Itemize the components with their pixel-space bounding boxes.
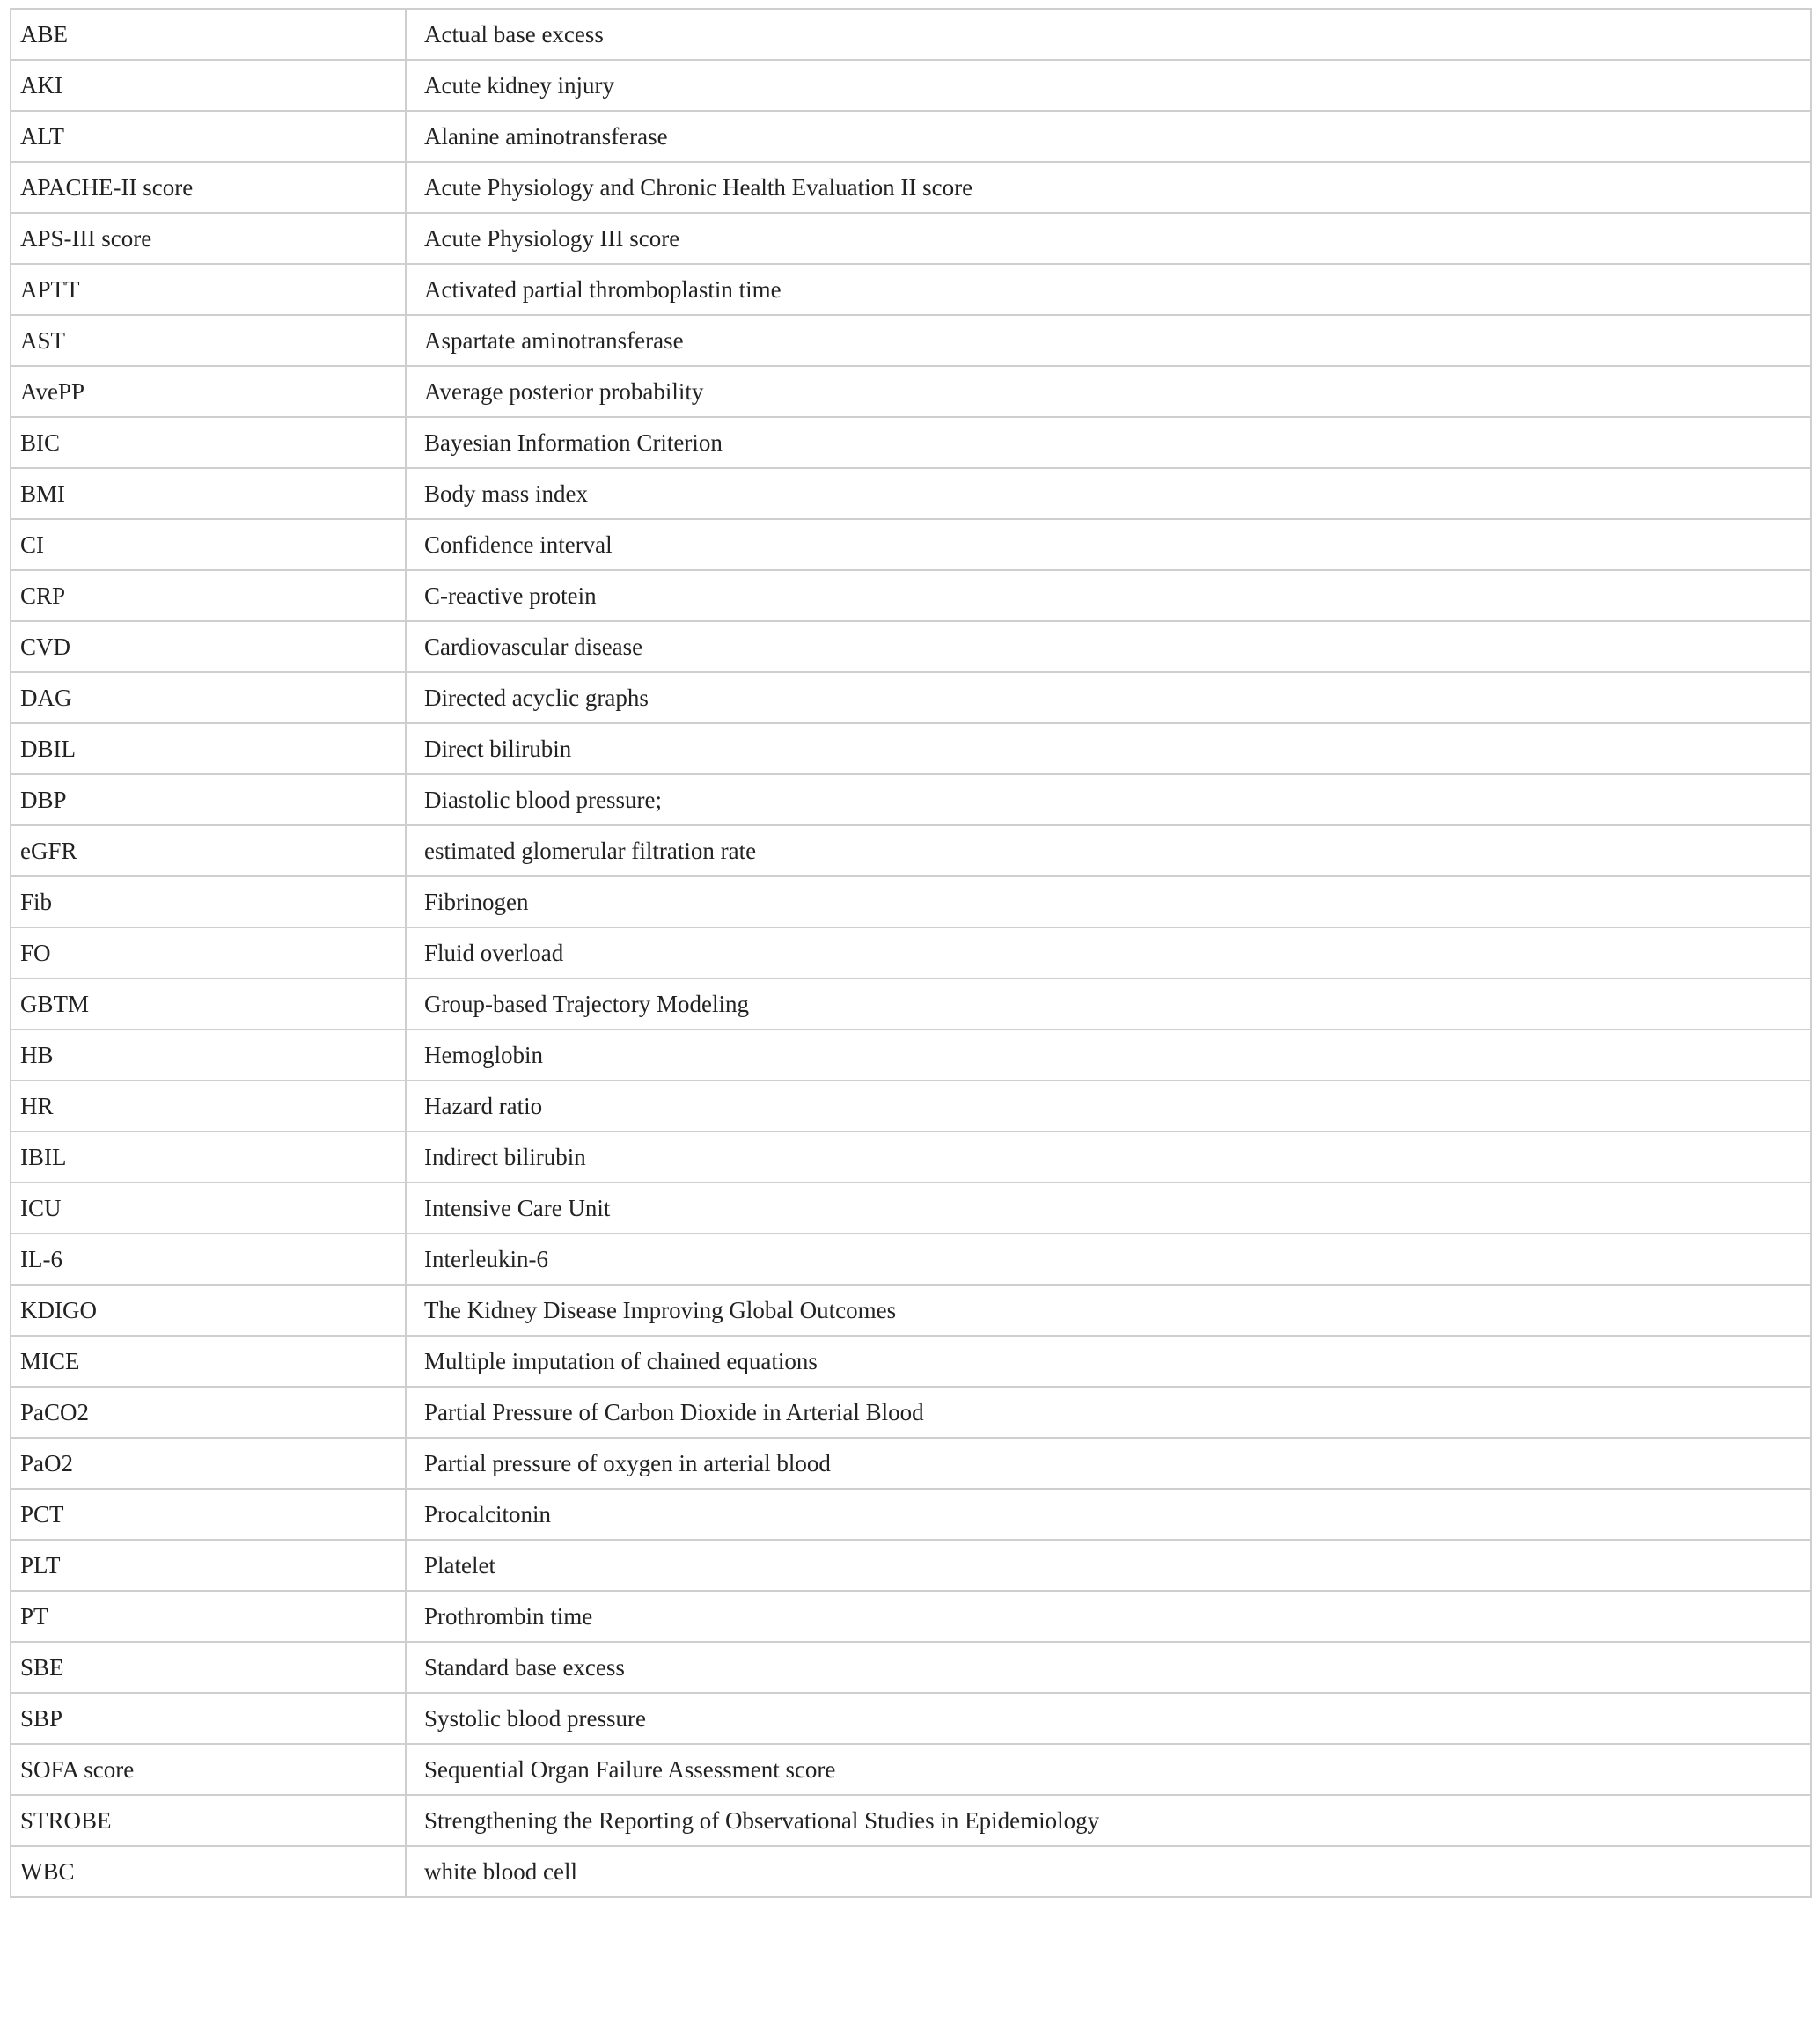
abbreviation-cell: PCT [11, 1489, 406, 1540]
definition-cell: Average posterior probability [406, 366, 1811, 417]
table-row [11, 1132, 1811, 1183]
definition-cell: Interleukin-6 [406, 1234, 1811, 1285]
abbreviation-cell: KDIGO [11, 1285, 406, 1336]
definition-cell: Platelet [406, 1540, 1811, 1591]
definition-cell: Directed acyclic graphs [406, 672, 1811, 723]
abbreviation-cell: PaCO2 [11, 1387, 406, 1438]
table-row [11, 213, 1811, 264]
table-row [11, 876, 1811, 927]
abbreviation-cell: ABE [11, 9, 406, 60]
table-row [11, 978, 1811, 1029]
table-row [11, 774, 1811, 825]
abbreviation-cell: FO [11, 927, 406, 978]
table-row [11, 468, 1811, 519]
table-row [11, 111, 1811, 162]
definition-cell: Partial Pressure of Carbon Dioxide in Arterial Blood [406, 1387, 1811, 1438]
abbreviation-cell: APS-III score [11, 213, 406, 264]
abbreviation-cell: IBIL [11, 1132, 406, 1183]
definition-cell: Group-based Trajectory Modeling [406, 978, 1811, 1029]
definition-cell: Intensive Care Unit [406, 1183, 1811, 1234]
definition-cell: Diastolic blood pressure; [406, 774, 1811, 825]
table-row [11, 519, 1811, 570]
abbreviation-cell: STROBE [11, 1795, 406, 1846]
definition-cell: Strengthening the Reporting of Observational Studies in Epidemiology [406, 1795, 1811, 1846]
table-row [11, 1591, 1811, 1642]
table-row [11, 1285, 1811, 1336]
table-row [11, 1438, 1811, 1489]
abbreviation-cell: APACHE-II score [11, 162, 406, 213]
table-row [11, 1489, 1811, 1540]
table-row [11, 723, 1811, 774]
abbreviation-cell: ICU [11, 1183, 406, 1234]
definition-cell: Aspartate aminotransferase [406, 315, 1811, 366]
table-row [11, 60, 1811, 111]
abbreviation-cell: SBP [11, 1693, 406, 1744]
definition-cell: Sequential Organ Failure Assessment score [406, 1744, 1811, 1795]
abbreviation-cell: AKI [11, 60, 406, 111]
abbreviation-cell: SBE [11, 1642, 406, 1693]
abbreviation-cell: WBC [11, 1846, 406, 1897]
definition-cell: Indirect bilirubin [406, 1132, 1811, 1183]
table-row [11, 1795, 1811, 1846]
table-row [11, 825, 1811, 876]
definition-cell: Prothrombin time [406, 1591, 1811, 1642]
table-row [11, 1693, 1811, 1744]
abbreviation-cell: CRP [11, 570, 406, 621]
definition-cell: Acute kidney injury [406, 60, 1811, 111]
definition-cell: Actual base excess [406, 9, 1811, 60]
definition-cell: Hemoglobin [406, 1029, 1811, 1081]
definition-cell: estimated glomerular filtration rate [406, 825, 1811, 876]
table-row [11, 570, 1811, 621]
table-row [11, 417, 1811, 468]
abbreviation-cell: CI [11, 519, 406, 570]
definition-cell: The Kidney Disease Improving Global Outcomes [406, 1285, 1811, 1336]
definition-cell: Activated partial thromboplastin time [406, 264, 1811, 315]
abbreviation-cell: PT [11, 1591, 406, 1642]
definition-cell: white blood cell [406, 1846, 1811, 1897]
definition-cell: Fibrinogen [406, 876, 1811, 927]
table-row [11, 621, 1811, 672]
abbreviation-cell: Fib [11, 876, 406, 927]
definition-cell: Direct bilirubin [406, 723, 1811, 774]
definition-cell: Partial pressure of oxygen in arterial blood [406, 1438, 1811, 1489]
abbreviation-cell: SOFA score [11, 1744, 406, 1795]
abbreviation-cell: GBTM [11, 978, 406, 1029]
abbreviation-cell: eGFR [11, 825, 406, 876]
abbreviation-cell: DAG [11, 672, 406, 723]
table-row [11, 315, 1811, 366]
abbreviation-cell: PLT [11, 1540, 406, 1591]
table-row [11, 1029, 1811, 1081]
table-row [11, 1744, 1811, 1795]
abbreviation-cell: CVD [11, 621, 406, 672]
definition-cell: Acute Physiology and Chronic Health Evaluation II score [406, 162, 1811, 213]
definition-cell: Cardiovascular disease [406, 621, 1811, 672]
definition-cell: Confidence interval [406, 519, 1811, 570]
definition-cell: Acute Physiology III score [406, 213, 1811, 264]
abbreviation-cell: HB [11, 1029, 406, 1081]
table-row [11, 927, 1811, 978]
abbreviation-cell: HR [11, 1081, 406, 1132]
abbreviation-cell: MICE [11, 1336, 406, 1387]
table-row [11, 672, 1811, 723]
table-row [11, 1183, 1811, 1234]
table-row [11, 1540, 1811, 1591]
table-row [11, 1234, 1811, 1285]
definition-cell: Hazard ratio [406, 1081, 1811, 1132]
definition-cell: Fluid overload [406, 927, 1811, 978]
table-row [11, 1642, 1811, 1693]
definition-cell: Systolic blood pressure [406, 1693, 1811, 1744]
abbreviation-cell: ALT [11, 111, 406, 162]
table-row [11, 9, 1811, 60]
definition-cell: C-reactive protein [406, 570, 1811, 621]
table-row [11, 1846, 1811, 1897]
abbreviation-cell: AST [11, 315, 406, 366]
abbreviation-cell: PaO2 [11, 1438, 406, 1489]
table-row [11, 1081, 1811, 1132]
table-row [11, 264, 1811, 315]
abbreviations-table-container [10, 8, 1810, 1898]
abbreviations-table [10, 8, 1812, 1898]
table-row [11, 1387, 1811, 1438]
definition-cell: Alanine aminotransferase [406, 111, 1811, 162]
abbreviation-cell: IL-6 [11, 1234, 406, 1285]
abbreviation-cell: BMI [11, 468, 406, 519]
abbreviation-cell: DBP [11, 774, 406, 825]
definition-cell: Multiple imputation of chained equations [406, 1336, 1811, 1387]
table-row [11, 162, 1811, 213]
abbreviation-cell: BIC [11, 417, 406, 468]
definition-cell: Body mass index [406, 468, 1811, 519]
abbreviation-cell: DBIL [11, 723, 406, 774]
abbreviation-cell: APTT [11, 264, 406, 315]
table-row [11, 1336, 1811, 1387]
table-row [11, 366, 1811, 417]
abbreviation-cell: AvePP [11, 366, 406, 417]
abbreviations-table-body [11, 9, 1811, 1897]
definition-cell: Bayesian Information Criterion [406, 417, 1811, 468]
definition-cell: Procalcitonin [406, 1489, 1811, 1540]
definition-cell: Standard base excess [406, 1642, 1811, 1693]
